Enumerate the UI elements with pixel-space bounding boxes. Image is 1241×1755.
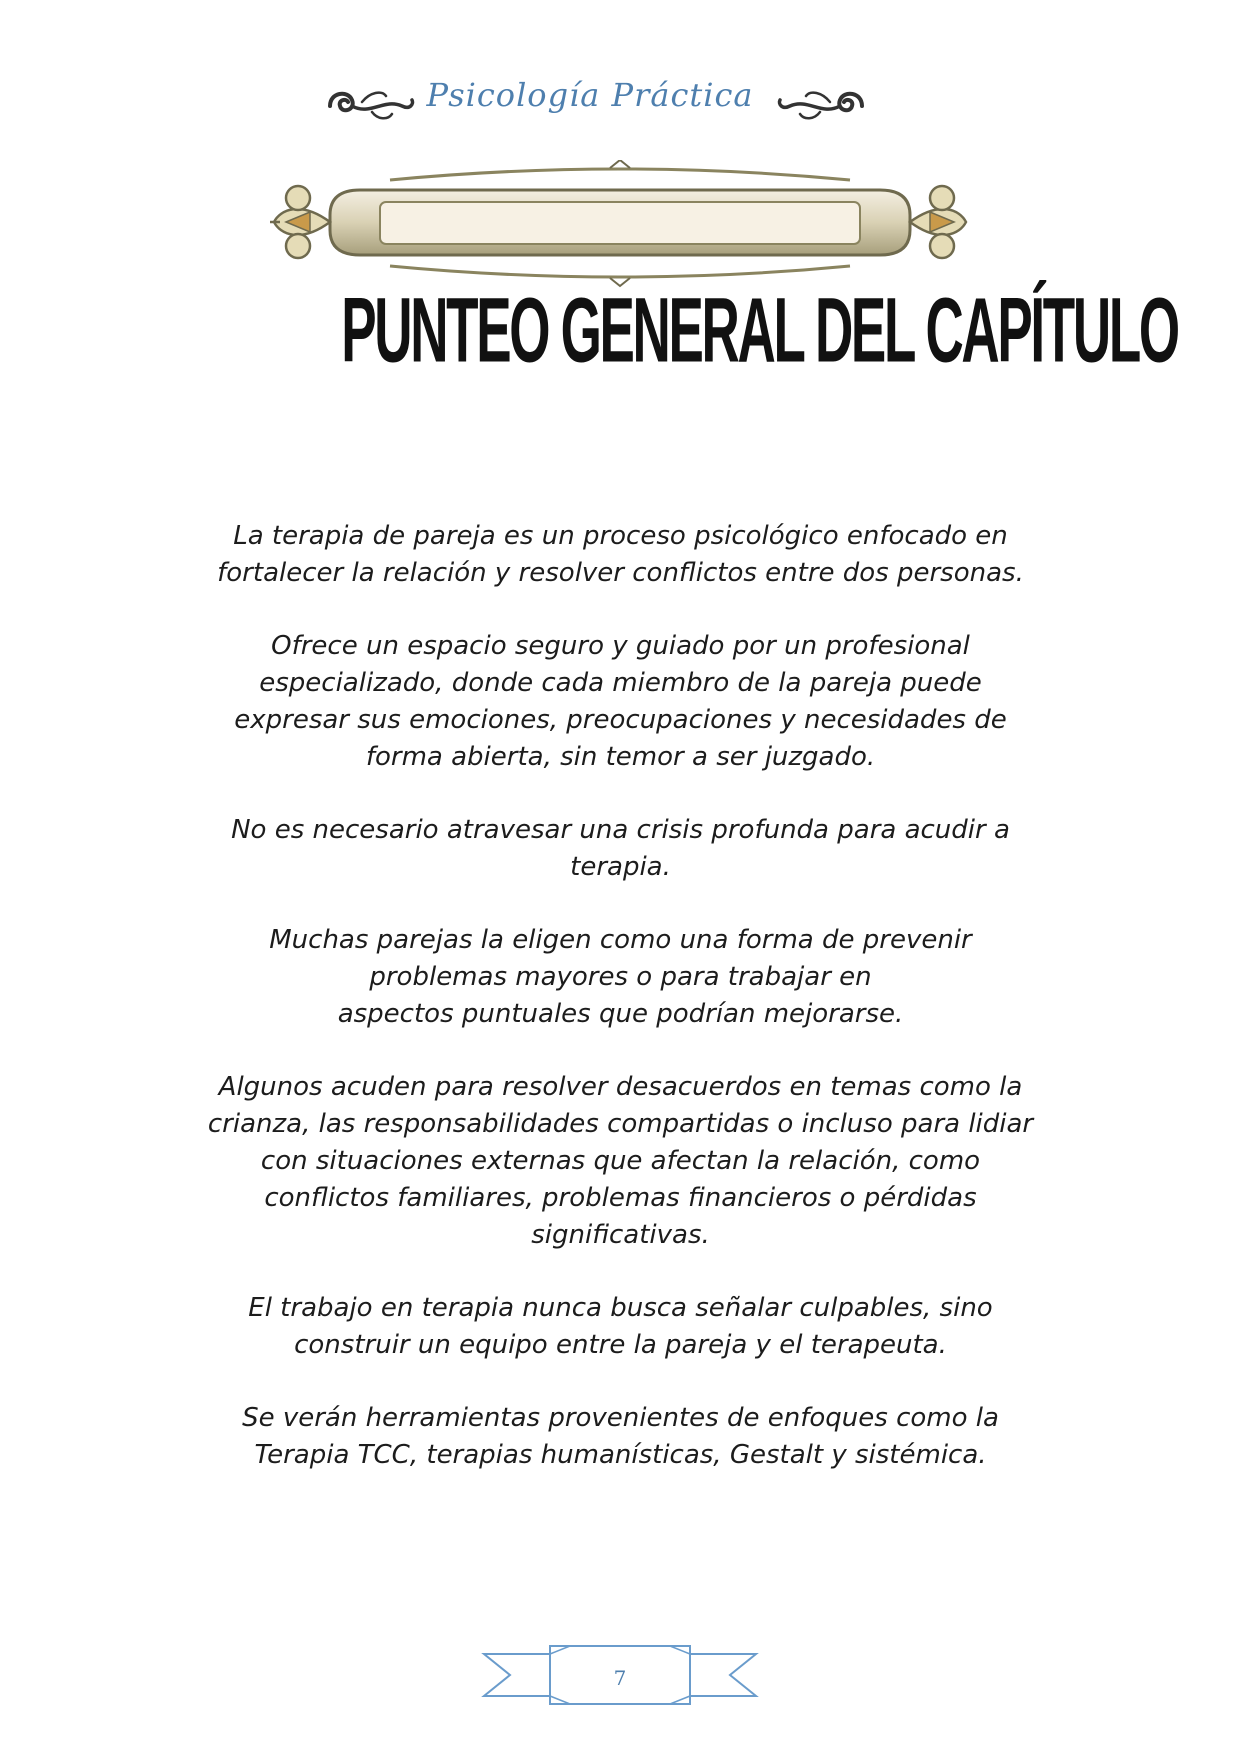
header-title: Psicología Práctica bbox=[426, 76, 754, 114]
scroll-flourish-icon bbox=[770, 80, 870, 130]
text-line: La terapia de pareja es un proceso psicológico enfocado en bbox=[233, 521, 1008, 551]
page-header bbox=[0, 62, 1241, 142]
text-line: forma abierta, sin temor a ser juzgado. bbox=[365, 742, 876, 772]
text-line: significativas. bbox=[531, 1220, 710, 1250]
text-line: crianza, las responsabilidades compartidas o incluso para lidiar bbox=[207, 1109, 1034, 1139]
text-line: problemas mayores o para trabajar en bbox=[369, 962, 872, 992]
text-line: con situaciones externas que afectan la relación, como bbox=[260, 1146, 981, 1176]
text-line: No es necesario atravesar una crisis profunda para acudir a bbox=[231, 815, 1010, 845]
body-text bbox=[150, 518, 1091, 1510]
text-line: Muchas parejas la eligen como una forma de prevenir bbox=[269, 925, 972, 955]
page-number: 7 bbox=[613, 1666, 627, 1690]
chapter-title: PUNTEO GENERAL DEL CAPÍTULO bbox=[341, 279, 1178, 382]
text-line: conflictos familiares, problemas financieros o pérdidas bbox=[264, 1183, 977, 1213]
text-line: El trabajo en terapia nunca busca señalar culpables, sino bbox=[248, 1293, 993, 1323]
paragraph bbox=[150, 1290, 1091, 1364]
paragraph bbox=[150, 1069, 1091, 1254]
text-line: Algunos acuden para resolver desacuerdos en temas como la bbox=[218, 1072, 1023, 1102]
paragraph bbox=[150, 518, 1091, 592]
text-line: fortalecer la relación y resolver conflictos entre dos personas. bbox=[217, 558, 1024, 588]
text-line: construir un equipo entre la pareja y el terapeuta. bbox=[294, 1330, 947, 1360]
paragraph bbox=[150, 812, 1091, 886]
scroll-flourish-icon bbox=[322, 80, 422, 130]
paragraph bbox=[150, 922, 1091, 1033]
paragraph bbox=[150, 1400, 1091, 1474]
text-line: expresar sus emociones, preocupaciones y necesidades de bbox=[234, 705, 1007, 735]
text-line: especializado, donde cada miembro de la pareja puede bbox=[259, 668, 982, 698]
paragraph bbox=[150, 628, 1091, 776]
text-line: Se verán herramientas provenientes de enfoques como la bbox=[242, 1403, 999, 1433]
text-line: Terapia TCC, terapias humanísticas, Gestalt y sistémica. bbox=[254, 1440, 987, 1470]
text-line: aspectos puntuales que podrían mejorarse. bbox=[337, 999, 904, 1029]
text-line: Ofrece un espacio seguro y guiado por un profesional bbox=[271, 631, 970, 661]
text-line: terapia. bbox=[570, 852, 671, 882]
